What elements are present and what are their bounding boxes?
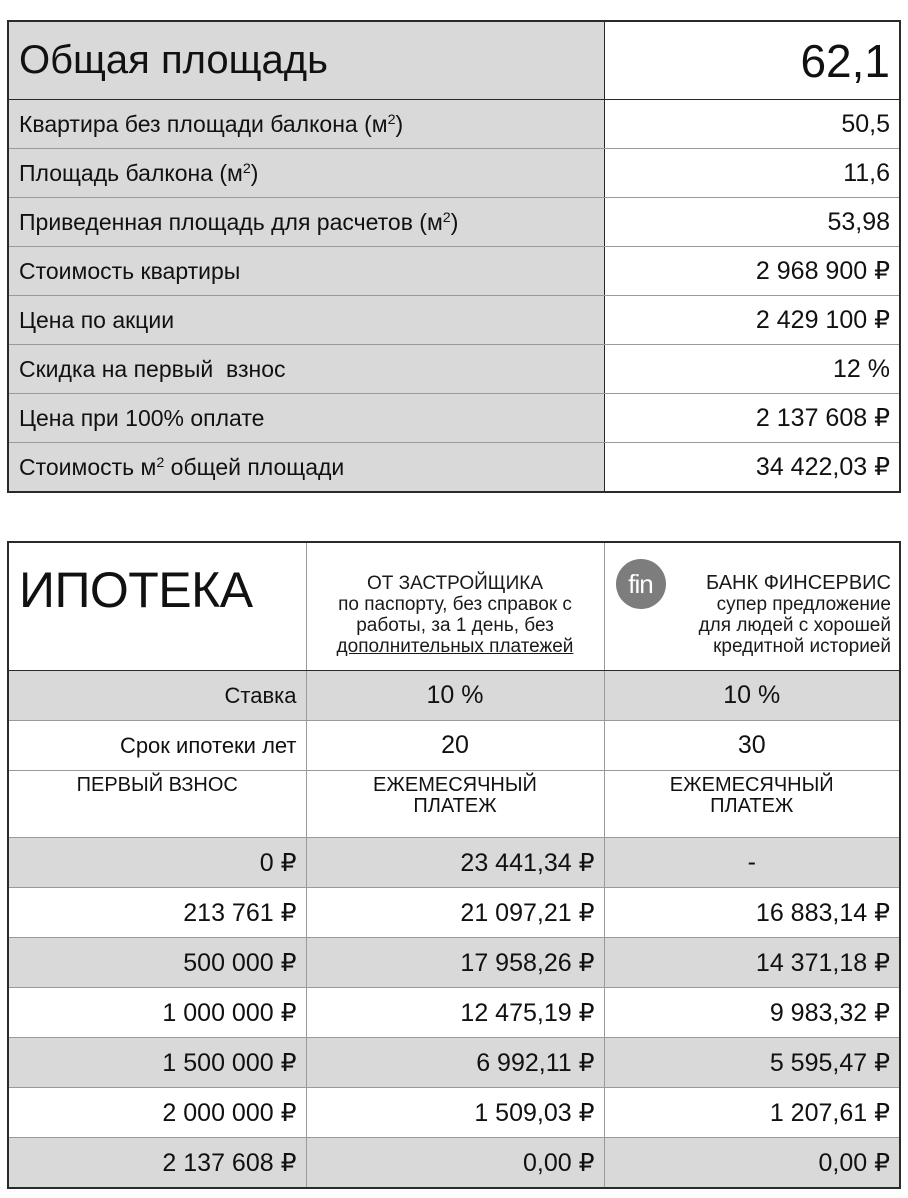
rate-developer: 10 % <box>306 671 604 721</box>
mortgage-table <box>7 541 901 1189</box>
rate-bank: 10 % <box>604 671 900 721</box>
monthly-bank: 14 371,18 ₽ <box>604 938 900 988</box>
area-row-value: 2 429 100 ₽ <box>604 296 900 345</box>
bank-header-cell <box>604 542 900 671</box>
monthly-developer: 6 992,11 ₽ <box>306 1038 604 1088</box>
area-row-label: Приведенная площадь для расчетов $(м^2)$ <box>8 198 604 247</box>
table-row <box>8 938 900 988</box>
area-row <box>8 296 900 345</box>
monthly-developer: 1 509,03 ₽ <box>306 1088 604 1138</box>
bank-desc-3: кредитной историей <box>713 636 891 657</box>
area-row-value: 12 % <box>604 345 900 394</box>
bank-desc-1: супер предложение <box>716 594 891 615</box>
area-row-value: 53,98 <box>604 198 900 247</box>
down-payment: 500 000 ₽ <box>8 938 306 988</box>
payments-header-row <box>8 771 900 838</box>
monthly-payment-header-developer: ЕЖЕМЕСЯЧНЫЙ ПЛАТЕЖ <box>306 771 604 838</box>
table-row <box>8 988 900 1038</box>
total-area-value: 62,1 <box>604 21 900 100</box>
area-row <box>8 443 900 493</box>
finservice-logo-icon: fin <box>616 559 666 609</box>
monthly-bank: 9 983,32 ₽ <box>604 988 900 1038</box>
bank-desc-2: для людей с хорошей <box>698 615 891 636</box>
area-row <box>8 149 900 198</box>
table-row <box>8 888 900 938</box>
monthly-developer: 0,00 ₽ <box>306 1138 604 1189</box>
area-row-label: Цена по акции <box>8 296 604 345</box>
area-row-label: Цена при 100% оплате <box>8 394 604 443</box>
bank-title: БАНК ФИНСЕРВИС <box>706 572 891 594</box>
area-table <box>7 20 901 493</box>
area-row <box>8 247 900 296</box>
area-row-label: Квартира без площади балкона $(м^2)$ <box>8 100 604 149</box>
developer-header-cell <box>306 542 604 671</box>
area-row-value: 2 968 900 ₽ <box>604 247 900 296</box>
monthly-bank: 5 595,47 ₽ <box>604 1038 900 1088</box>
area-row-value: 2 137 608 ₽ <box>604 394 900 443</box>
area-row-value: 50,5 <box>604 100 900 149</box>
monthly-developer: 23 441,34 ₽ <box>306 838 604 888</box>
table-row <box>8 1038 900 1088</box>
developer-desc-2: работы, за 1 день, без <box>356 615 554 636</box>
table-row <box>8 1088 900 1138</box>
area-row-label: Площадь балкона $(м^2)$ <box>8 149 604 198</box>
monthly-bank: 0,00 ₽ <box>604 1138 900 1189</box>
term-developer: 20 <box>306 721 604 771</box>
monthly-bank: 1 207,61 ₽ <box>604 1088 900 1138</box>
area-total-row <box>8 21 900 100</box>
area-row <box>8 100 900 149</box>
rate-row <box>8 671 900 721</box>
term-label: Срок ипотеки лет <box>8 721 306 771</box>
down-payment: 2 000 000 ₽ <box>8 1088 306 1138</box>
monthly-developer: 12 475,19 ₽ <box>306 988 604 1038</box>
mortgage-title-cell <box>8 542 306 671</box>
down-payment: 1 000 000 ₽ <box>8 988 306 1038</box>
table-row <box>8 1138 900 1189</box>
down-payment: 1 500 000 ₽ <box>8 1038 306 1088</box>
term-row <box>8 721 900 771</box>
area-row <box>8 394 900 443</box>
rate-label: Ставка <box>8 671 306 721</box>
monthly-bank: 16 883,14 ₽ <box>604 888 900 938</box>
down-payment-header: ПЕРВЫЙ ВЗНОС <box>8 771 306 838</box>
down-payment: 213 761 ₽ <box>8 888 306 938</box>
table-row <box>8 838 900 888</box>
developer-title: ОТ ЗАСТРОЙЩИКА <box>367 573 543 594</box>
monthly-bank: - <box>604 838 900 888</box>
area-row <box>8 345 900 394</box>
area-row-label: Стоимость квартиры <box>8 247 604 296</box>
term-bank: 30 <box>604 721 900 771</box>
total-area-label: Общая площадь <box>8 21 604 100</box>
mortgage-title: ИПОТЕКА <box>19 562 253 618</box>
developer-desc-1: по паспорту, без справок с <box>338 594 572 615</box>
monthly-developer: 21 097,21 ₽ <box>306 888 604 938</box>
area-row-value: 11,6 <box>604 149 900 198</box>
down-payment: 2 137 608 ₽ <box>8 1138 306 1189</box>
mortgage-header-row <box>8 542 900 671</box>
developer-desc-3: дополнительных платежей <box>336 636 574 657</box>
monthly-developer: 17 958,26 ₽ <box>306 938 604 988</box>
area-row-label: Скидка на первый взнос <box>8 345 604 394</box>
monthly-payment-header-bank: ЕЖЕМЕСЯЧНЫЙ ПЛАТЕЖ <box>604 771 900 838</box>
down-payment: 0 ₽ <box>8 838 306 888</box>
area-row-label: Стоимость $м^2$ общей площади <box>8 443 604 493</box>
area-row-value: 34 422,03 ₽ <box>604 443 900 493</box>
area-row <box>8 198 900 247</box>
